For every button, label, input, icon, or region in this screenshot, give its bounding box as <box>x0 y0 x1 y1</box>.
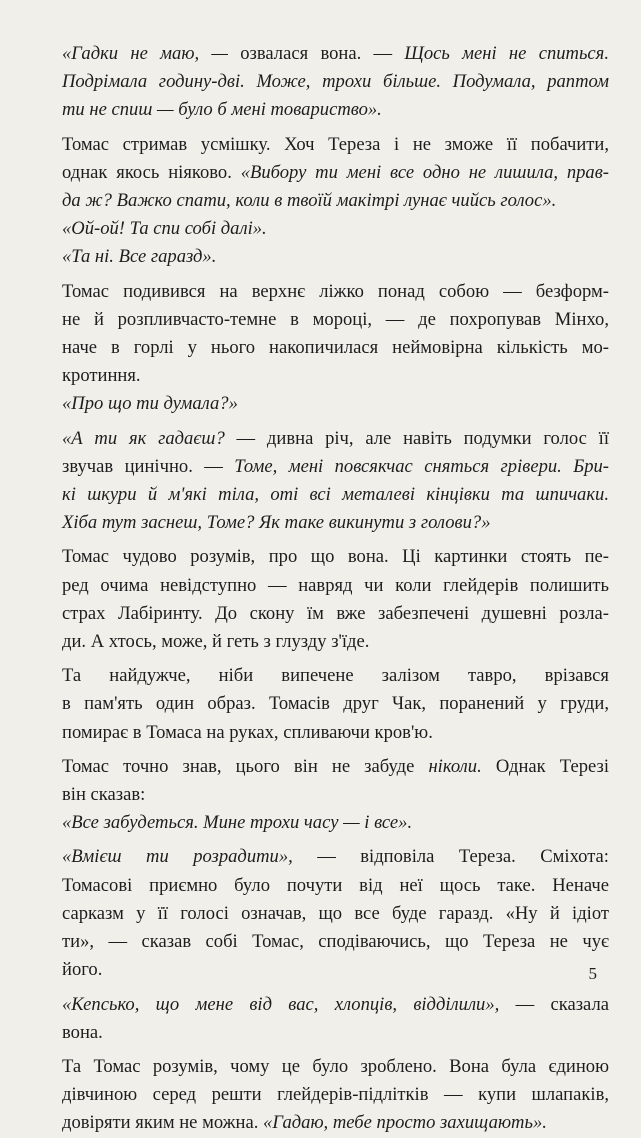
text-line <box>62 131 609 159</box>
regular-text: дівчиною серед решти глейдерів-підлітків — купи шлапаків, <box>62 1084 609 1106</box>
text-line <box>62 928 609 956</box>
italic-text: «Вмієш ти розрадити», <box>62 846 293 868</box>
text-line <box>62 956 609 984</box>
italic-text: «А ти як гадаєш? <box>62 427 225 449</box>
text-line <box>62 96 609 124</box>
regular-text: сарказм у її голосі означав, що все буде гаразд. «Ну й ідіот <box>62 902 609 924</box>
italic-text: «Гадаю, тебе просто захищають». <box>263 1112 547 1134</box>
text-line <box>62 690 609 718</box>
text-line <box>62 159 609 187</box>
text-line <box>62 187 609 215</box>
text-line <box>62 900 609 928</box>
text-line <box>62 662 609 690</box>
text-line <box>62 362 609 390</box>
regular-text: — сказала <box>499 993 609 1015</box>
text-line <box>62 390 609 418</box>
text-line <box>62 425 609 453</box>
text-line <box>62 1109 609 1137</box>
regular-text: — дивна річ, але навіть подумки голос її <box>224 427 609 449</box>
paragraph <box>62 1053 609 1138</box>
page-number: 5 <box>588 964 597 983</box>
regular-text: Томас чудово розумів, про що вона. Ці картинки стоять пе- <box>62 546 609 568</box>
italic-text: Хіба тут заснеш, Томе? Як таке викинути з голови?» <box>62 512 491 534</box>
regular-text: ди. А хтось, може, й геть з глузду з'їде. <box>62 631 370 653</box>
text-line <box>62 753 609 781</box>
italic-text: Томе, мені повсякчас сняться грівери. Бри- <box>234 455 609 477</box>
regular-text: Томас подивився на верхнє ліжко понад собою — безформ- <box>62 280 609 302</box>
regular-text: Та Томас розумів, чому це було зроблено. Вона була єдиною <box>62 1055 609 1077</box>
italic-text: «Та ні. Все гаразд». <box>62 246 217 268</box>
text-line <box>62 68 609 96</box>
italic-text: «Вибору ти мені все одно не лишила, прав- <box>240 161 609 183</box>
regular-text: ти», — сказав собі Томас, сподіваючись, що Тереза не чує <box>62 931 609 953</box>
regular-text: — відповіла Тереза. Сміхота: <box>292 846 609 868</box>
text-line <box>62 1019 609 1047</box>
regular-text: помирає в Томаса на руках, спливаючи кров'ю. <box>62 721 433 743</box>
text-line <box>62 453 609 481</box>
regular-text: Томас стримав усмішку. Хоч Тереза і не зможе її побачити, <box>62 133 609 155</box>
regular-text: однак якось ніяково. <box>62 161 241 183</box>
regular-text: Томасові приємно було почути від неї щось таке. Неначе <box>62 874 609 896</box>
italic-text: Подрімала годину-дві. Може, трохи більше. Подумала, раптом <box>62 71 609 93</box>
body-text <box>62 40 609 1138</box>
paragraph <box>62 991 609 1047</box>
paragraph <box>62 543 609 656</box>
regular-text: Та найдужче, ніби випечене залізом тавро, врізався <box>62 665 609 687</box>
text-line <box>62 334 609 362</box>
text-line <box>62 1081 609 1109</box>
text-line <box>62 40 609 68</box>
text-line <box>62 481 609 509</box>
text-line <box>62 306 609 334</box>
text-line <box>62 215 609 243</box>
text-line <box>62 278 609 306</box>
italic-text: ти не спиш — було б мені товариство». <box>62 99 382 121</box>
regular-text: не й розпливчасто-темне в мороці, — де похропував Мінхо, <box>62 308 609 330</box>
regular-text: довіряти яким не можна. <box>62 1112 264 1134</box>
paragraph <box>62 662 609 747</box>
regular-text: страх Лабіринту. До скону їм вже забезпечені душевні розла- <box>62 602 609 624</box>
regular-text: він сказав: <box>62 784 146 806</box>
italic-text: ніколи. <box>428 755 482 777</box>
paragraph <box>62 843 609 984</box>
regular-text: озвалася вона. — <box>227 43 405 64</box>
text-line <box>62 872 609 900</box>
paragraph <box>62 753 609 838</box>
regular-text: ред очима невідступно — навряд чи коли глейдерів полишить <box>62 574 609 596</box>
text-line <box>62 543 609 571</box>
text-line <box>62 781 609 809</box>
text-line <box>62 843 609 871</box>
regular-text: Однак Терезі <box>481 755 609 777</box>
regular-text: його. <box>62 959 103 981</box>
paragraph <box>62 40 609 125</box>
text-line <box>62 600 609 628</box>
italic-text: «Ой-ой! Та спи собі далі». <box>62 218 267 240</box>
paragraph <box>62 278 609 419</box>
regular-text: наче в горлі у нього накопичилася неймовірна кількість мо- <box>62 337 609 359</box>
italic-text: «Гадки не маю, — <box>62 43 228 64</box>
text-line <box>62 628 609 656</box>
text-line <box>62 991 609 1019</box>
regular-text: Томас точно знав, цього він не забуде <box>62 755 429 777</box>
text-line <box>62 809 609 837</box>
paragraph <box>62 425 609 538</box>
regular-text: кротиння. <box>62 365 141 387</box>
text-line <box>62 243 609 271</box>
text-line <box>62 572 609 600</box>
italic-text: «Про що ти думала?» <box>62 393 238 415</box>
italic-text: «Кепсько, що мене від вас, хлопців, відділили», <box>62 993 500 1015</box>
italic-text: «Все забудеться. Мине трохи часу — і все». <box>62 812 413 834</box>
italic-text: да ж? Важко спати, коли в твоїй макітрі лунає чийсь голос». <box>62 190 557 212</box>
italic-text: Щось мені не спиться. <box>404 43 609 64</box>
regular-text: вона. <box>62 1021 103 1043</box>
italic-text: кі шкури й м'які тіла, оті всі металеві кінцівки та шпичаки. <box>62 484 609 506</box>
text-line <box>62 1053 609 1081</box>
regular-text: звучав цинічно. — <box>62 455 235 477</box>
text-line <box>62 719 609 747</box>
regular-text: в пам'ять один образ. Томасів друг Чак, поранений у груди, <box>62 693 609 715</box>
text-line <box>62 509 609 537</box>
paragraph <box>62 131 609 272</box>
